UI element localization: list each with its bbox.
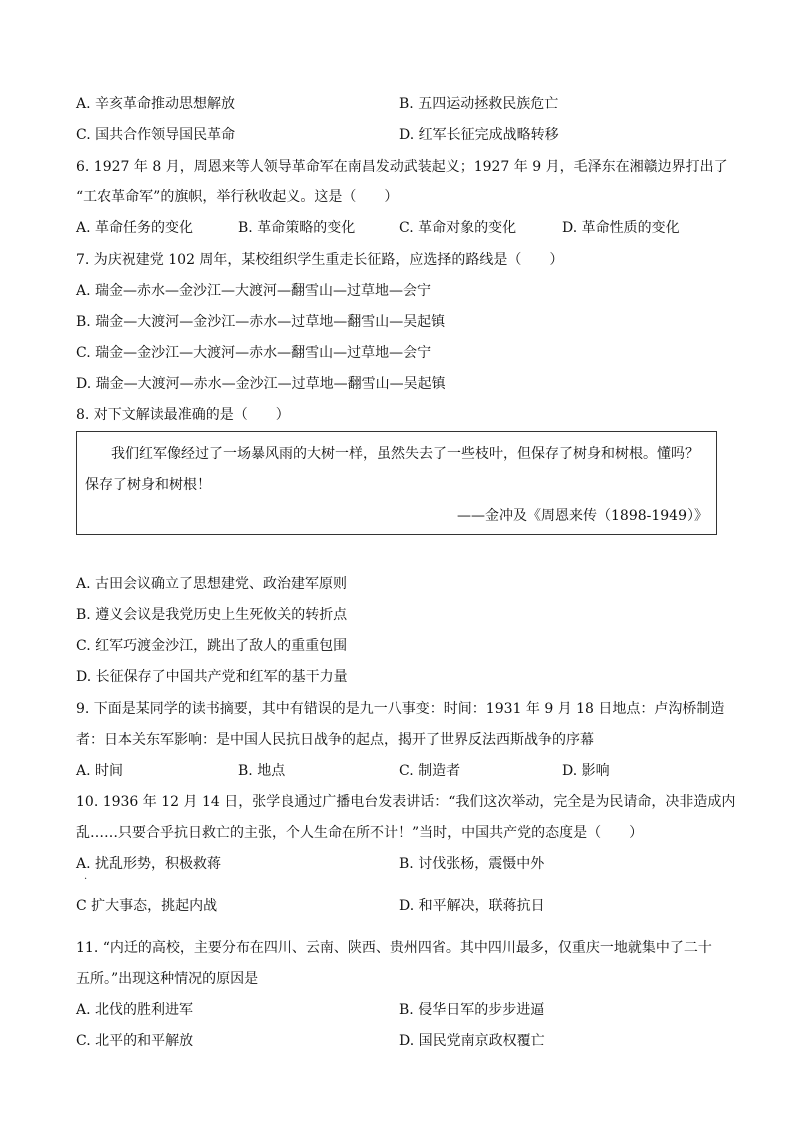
q11-option-b: B. 侵华日军的步步进逼 (399, 1002, 545, 1018)
q5-option-b: B. 五四运动拯救民族危亡 (399, 96, 559, 112)
stray-dot-mark: · (84, 874, 88, 885)
q6-option-a: A. 革命任务的变化 (76, 220, 194, 236)
q10-option-d: D. 和平解决，联蒋抗日 (399, 898, 545, 914)
q6-option-b: B. 革命策略的变化 (238, 220, 356, 236)
q7-option-d: D. 瑞金—大渡河—赤水—金沙江—过草地—翻雪山—吴起镇 (76, 376, 446, 392)
q11-option-c: C. 北平的和平解放 (76, 1033, 194, 1049)
q8-quote-line2: 保存了树身和树根！ (85, 477, 211, 493)
q7-option-a: A. 瑞金—赤水—金沙江—大渡河—翻雪山—过草地—会宁 (76, 283, 432, 299)
q9-option-b: B. 地点 (238, 763, 286, 779)
q5-option-d: D. 红军长征完成战略转移 (399, 127, 559, 143)
q11-option-d: D. 国民党南京政权覆亡 (399, 1033, 545, 1049)
q9-option-c: C. 制造者 (399, 763, 461, 779)
q7-option-c: C. 瑞金—金沙江—大渡河—赤水—翻雪山—过草地—会宁 (76, 345, 432, 361)
q10-option-a: A. 扰乱形势，积极救蒋 (76, 856, 222, 872)
q5-option-a: A. 辛亥革命推动思想解放 (76, 96, 236, 112)
q8-option-b: B. 遵义会议是我党历史上生死攸关的转折点 (76, 607, 348, 623)
q11-option-a: A. 北伐的胜利进军 (76, 1002, 194, 1018)
q8-option-d: D. 长征保存了中国共产党和红军的基干力量 (76, 669, 348, 685)
q7-stem: 7. 为庆祝建党 102 周年，某校组织学生重走长征路，应选择的路线是（ ） (76, 252, 564, 268)
q9-stem-line1: 9. 下面是某同学的读书摘要，其中有错误的是九一八事变：时间：1931 年 9 月 18 日地点：卢沟桥制造 (76, 701, 725, 717)
q9-option-d: D. 影响 (562, 763, 610, 779)
q5-option-c: C. 国共合作领导国民革命 (76, 127, 236, 143)
q10-stem-line2: 乱……只要合乎抗日救亡的主张，个人生命在所不计！”当时，中国共产党的态度是（ ） (76, 825, 644, 841)
q8-quote-box (76, 431, 717, 535)
q10-option-c: C 扩大事态，挑起内战 (76, 898, 218, 914)
q6-stem-line1: 6. 1927 年 8 月，周恩来等人领导革命军在南昌发动武装起义；1927 年 9 月，毛泽东在湘赣边界打出了 (76, 159, 728, 175)
q8-option-c: C. 红军巧渡金沙江，跳出了敌人的重重包围 (76, 638, 348, 654)
q10-stem-line1: 10. 1936 年 12 月 14 日，张学良通过广播电台发表讲话：“我们这次举动，完全是为民请命，决非造成内 (76, 794, 736, 810)
q9-stem-line2: 者：日本关东军影响：是中国人民抗日战争的起点，揭开了世界反法西斯战争的序幕 (76, 732, 594, 748)
q8-stem: 8. 对下文解读最准确的是（ ） (76, 407, 290, 423)
q10-option-b: B. 讨伐张杨，震慑中外 (399, 856, 545, 872)
q7-option-b: B. 瑞金—大渡河—金沙江—赤水—过草地—翻雪山—吴起镇 (76, 314, 446, 330)
q8-quote-source: ——金冲及《周恩来传（1898-1949）》 (457, 508, 708, 524)
q6-option-d: D. 革命性质的变化 (562, 220, 680, 236)
q6-stem-line2: “工农革命军”的旗帜，举行秋收起义。这是（ ） (76, 189, 399, 205)
q11-stem-line1: 11. “内迁的高校，主要分布在四川、云南、陕西、贵州四省。其中四川最多，仅重庆一地就集中了二十 (76, 940, 712, 956)
q11-stem-line2: 五所。”出现这种情况的原因是 (76, 971, 259, 987)
q9-option-a: A. 时间 (76, 763, 124, 779)
q6-option-c: C. 革命对象的变化 (399, 220, 517, 236)
q8-option-a: A. 古田会议确立了思想建党、政治建军原则 (76, 576, 348, 592)
q8-quote-line1: 我们红军像经过了一场暴风雨的大树一样，虽然失去了一些枝叶，但保存了树身和树根。懂吗？ (111, 446, 699, 462)
